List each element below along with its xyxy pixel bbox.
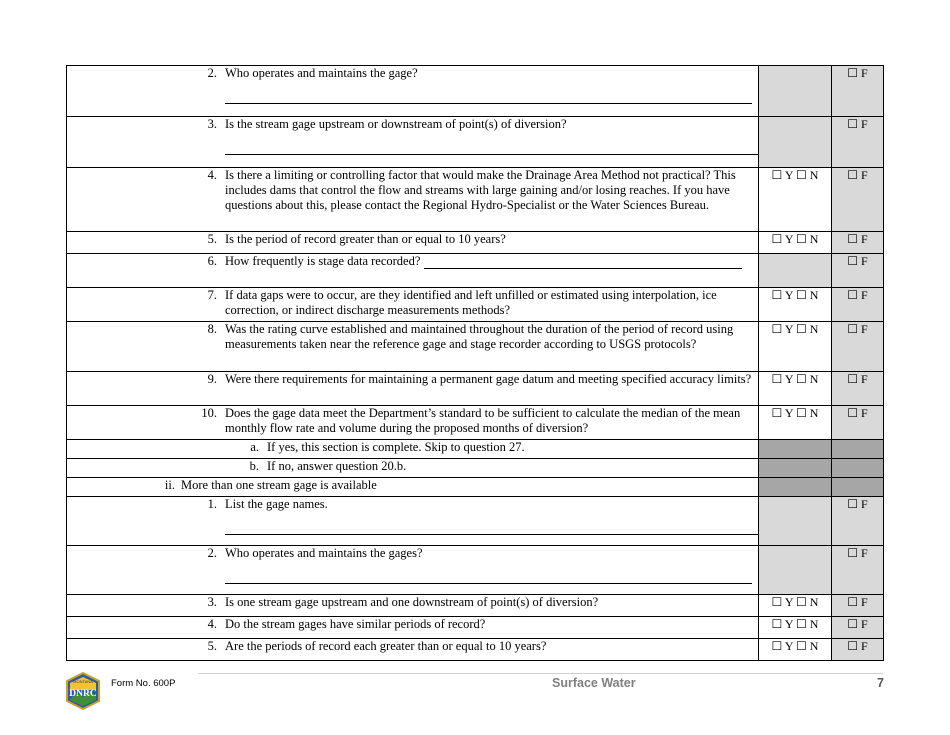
f-checkbox[interactable]: ☐ F [832, 232, 884, 254]
logo-text: DNRC [69, 689, 97, 699]
question-number: 3. [207, 117, 217, 131]
footer-title: Surface Water [552, 676, 636, 690]
section-heading: More than one stream gage is available [181, 478, 377, 492]
question-text: How frequently is stage data recorded? [225, 254, 421, 268]
question-row [67, 595, 884, 617]
question-text: Is the period of record greater than or equal to 10 years? [225, 232, 506, 246]
question-row [67, 168, 884, 232]
question-number: 9. [207, 372, 217, 386]
form-number: Form No. 600P [111, 678, 176, 689]
question-cell [67, 117, 759, 168]
question-text: Who operates and maintains the gage? [225, 66, 418, 80]
question-cell [67, 322, 759, 372]
yes-no-checkboxes[interactable]: ☐ Y ☐ N [759, 288, 832, 322]
question-number: 2. [207, 546, 217, 560]
question-row [67, 546, 884, 595]
question-row [67, 66, 884, 117]
f-checkbox[interactable]: ☐ F [832, 497, 884, 546]
f-checkbox[interactable]: ☐ F [832, 254, 884, 288]
answer-blank[interactable] [225, 520, 758, 535]
sub-item-text: If no, answer question 20.b. [267, 459, 407, 473]
answer-blank[interactable] [424, 256, 742, 269]
shaded-cell [759, 459, 832, 478]
page-footer [0, 666, 950, 716]
answer-blank[interactable] [225, 569, 752, 584]
question-cell [67, 497, 759, 546]
question-cell [67, 617, 759, 639]
shaded-cell [759, 440, 832, 459]
yes-no-checkboxes[interactable]: ☐ Y ☐ N [759, 232, 832, 254]
yn-cell [759, 546, 832, 595]
f-checkbox[interactable]: ☐ F [832, 288, 884, 322]
question-row [67, 117, 884, 168]
answer-blank[interactable] [225, 89, 752, 104]
f-checkbox[interactable]: ☐ F [832, 617, 884, 639]
shaded-cell [832, 478, 884, 497]
yes-no-checkboxes[interactable]: ☐ Y ☐ N [759, 168, 832, 232]
question-number: 5. [207, 639, 217, 653]
f-checkbox[interactable]: ☐ F [832, 66, 884, 117]
f-checkbox[interactable]: ☐ F [832, 117, 884, 168]
question-row [67, 232, 884, 254]
question-text: Do the stream gages have similar periods of record? [225, 617, 486, 631]
yn-cell [759, 254, 832, 288]
question-text: Is there a limiting or controlling factor that would make the Drainage Area Method not practical? This includes dams that control the flow and streams with large gaining and/or losing reaches. If you have questions about this, please contact the Regional Hydro-Specialist or the Water Sciences Bureau. [225, 168, 736, 212]
question-number: 2. [207, 66, 217, 80]
f-checkbox[interactable]: ☐ F [832, 168, 884, 232]
f-checkbox[interactable]: ☐ F [832, 322, 884, 372]
form-table [66, 65, 884, 661]
question-cell [67, 288, 759, 322]
question-text: If data gaps were to occur, are they identified and left unfilled or estimated using interpolation, ice correction, or indirect discharge measurements methods? [225, 288, 717, 317]
yes-no-checkboxes[interactable]: ☐ Y ☐ N [759, 617, 832, 639]
sub-item-row [67, 440, 884, 459]
sub-item-cell [67, 459, 759, 478]
question-row [67, 288, 884, 322]
dnrc-logo-icon [64, 672, 102, 710]
question-cell [67, 406, 759, 440]
yn-cell [759, 497, 832, 546]
question-row [67, 322, 884, 372]
yes-no-checkboxes[interactable]: ☐ Y ☐ N [759, 595, 832, 617]
f-checkbox[interactable]: ☐ F [832, 639, 884, 661]
yes-no-checkboxes[interactable]: ☐ Y ☐ N [759, 322, 832, 372]
yn-cell [759, 117, 832, 168]
question-cell [67, 168, 759, 232]
page-number: 7 [877, 676, 884, 690]
question-text: Does the gage data meet the Department’s standard to be sufficient to calculate the median of the mean monthly flow rate and volume during the proposed months of diversion? [225, 406, 741, 435]
question-text: Is the stream gage upstream or downstream of point(s) of diversion? [225, 117, 567, 131]
shaded-cell [759, 478, 832, 497]
question-text: List the gage names. [225, 497, 328, 511]
section-row [67, 478, 884, 497]
question-text: Was the rating curve established and maintained throughout the duration of the period of record using measurements taken near the reference gage and stage recorder according to USGS protocols? [225, 322, 734, 351]
yes-no-checkboxes[interactable]: ☐ Y ☐ N [759, 406, 832, 440]
shaded-cell [832, 459, 884, 478]
yes-no-checkboxes[interactable]: ☐ Y ☐ N [759, 639, 832, 661]
question-number: 8. [207, 322, 217, 336]
question-number: 7. [207, 288, 217, 302]
sub-item-cell [67, 440, 759, 459]
logo-top-text: MONTANA [73, 679, 93, 684]
question-number: 4. [207, 168, 217, 182]
question-number: 4. [207, 617, 217, 631]
question-number: 3. [207, 595, 217, 609]
question-number: 5. [207, 232, 217, 246]
question-row [67, 639, 884, 661]
question-cell [67, 372, 759, 406]
f-checkbox[interactable]: ☐ F [832, 372, 884, 406]
f-checkbox[interactable]: ☐ F [832, 595, 884, 617]
question-number: 6. [207, 254, 217, 268]
question-row [67, 372, 884, 406]
yn-cell [759, 66, 832, 117]
question-cell [67, 232, 759, 254]
question-text: Were there requirements for maintaining a permanent gage datum and meeting specified accuracy limits? [225, 372, 752, 386]
question-row [67, 406, 884, 440]
shaded-cell [832, 440, 884, 459]
question-row [67, 617, 884, 639]
sub-item-text: If yes, this section is complete. Skip to question 27. [267, 440, 525, 454]
question-text: Is one stream gage upstream and one downstream of point(s) of diversion? [225, 595, 599, 609]
question-cell [67, 66, 759, 117]
question-number: 10. [201, 406, 217, 420]
f-checkbox[interactable]: ☐ F [832, 546, 884, 595]
sub-item-letter: b. [249, 459, 259, 473]
question-text: Who operates and maintains the gages? [225, 546, 423, 560]
question-number: 1. [207, 497, 217, 511]
section-cell [67, 478, 759, 497]
f-checkbox[interactable]: ☐ F [832, 406, 884, 440]
question-cell [67, 254, 759, 288]
sub-item-letter: a. [250, 440, 259, 454]
question-row [67, 497, 884, 546]
question-cell [67, 546, 759, 595]
answer-blank[interactable] [225, 140, 758, 155]
question-row [67, 254, 884, 288]
question-cell [67, 595, 759, 617]
question-cell [67, 639, 759, 661]
sub-item-row [67, 459, 884, 478]
footer-divider [198, 673, 883, 674]
yes-no-checkboxes[interactable]: ☐ Y ☐ N [759, 372, 832, 406]
question-text: Are the periods of record each greater than or equal to 10 years? [225, 639, 547, 653]
section-numeral: ii. [164, 478, 175, 492]
